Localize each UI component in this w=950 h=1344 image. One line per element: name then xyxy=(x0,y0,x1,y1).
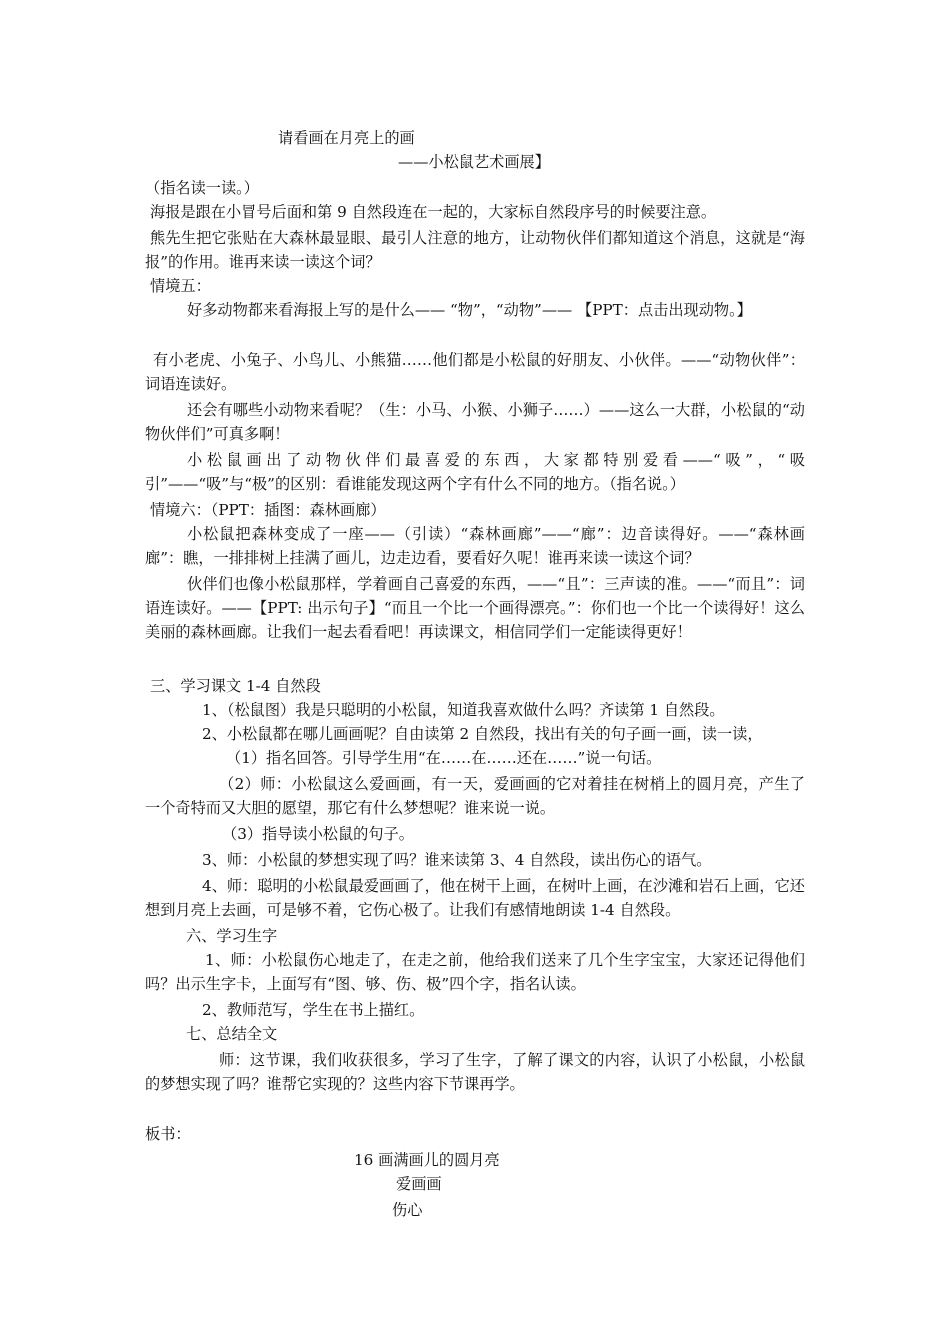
paragraph: 4、师：聪明的小松鼠最爱画画了，他在树干上画，在树叶上画，在沙滩和岩石上画，它还想到月亮上去画，可是够不着，它伤心极了。让我们有感情地朗读 1-4 自然段。 xyxy=(145,877,805,919)
paragraph: 3、师：小松鼠的梦想实现了吗？谁来读第 3、4 自然段，读出伤心的语气。 xyxy=(202,851,712,869)
board-line: 伤心 xyxy=(392,1201,423,1219)
paragraph: （3）指导读小松鼠的句子。 xyxy=(222,825,414,843)
section-heading: 情境六：（PPT：插图：森林画廊） xyxy=(150,501,386,519)
paragraph: 2、小松鼠都在哪儿画画呢？自由读第 2 自然段，找出有关的句子画一画，读一读， xyxy=(202,725,763,743)
paragraph: 还会有哪些小动物来看呢？（生：小马、小猴、小狮子……）——这么一大群，小松鼠的“动物伙伴们”可真多啊！ xyxy=(145,401,805,443)
section-heading: 情境五： xyxy=(150,277,211,295)
paragraph: 好多动物都来看海报上写的是什么—— “物”，“动物”—— 【PPT：点击出现动物。】 xyxy=(187,301,752,319)
section-heading: 七、总结全文 xyxy=(186,1025,278,1043)
paragraph: 熊先生把它张贴在大森林最显眼、最引人注意的地方，让动物伙伴们都知道这个消息，这就是“海报”的作用。谁再来读一读这个词？ xyxy=(145,229,805,271)
paragraph: 有小老虎、小兔子、小鸟儿、小熊猫……他们都是小松鼠的好朋友、小伙伴。——“动物伙伴”：词语连读好。 xyxy=(145,351,805,393)
section-heading: 三、学习课文 1-4 自然段 xyxy=(150,677,321,695)
paragraph: 1、师：小松鼠伤心地走了，在走之前，他给我们送来了几个生字宝宝，大家还记得他们吗？出示生字卡，上面写有“图、够、伤、极”四个字，指名认读。 xyxy=(145,951,805,993)
section-subtitle: ——小松鼠艺术画展】 xyxy=(398,153,550,171)
section-title: 请看画在月亮上的画 xyxy=(278,129,415,147)
paragraph: 师：这节课，我们收获很多，学习了生字，了解了课文的内容，认识了小松鼠，小松鼠的梦想实现了吗？谁帮它实现的？这些内容下节课再学。 xyxy=(145,1051,805,1093)
board-title: 16 画满画儿的圆月亮 xyxy=(354,1151,500,1169)
paragraph: （2）师：小松鼠这么爱画画，有一天，爱画画的它对着挂在树梢上的圆月亮，产生了一个奇特而又大胆的愿望，那它有什么梦想呢？谁来说一说。 xyxy=(145,775,805,817)
paragraph: 2、教师范写，学生在书上描红。 xyxy=(202,1001,425,1019)
paragraph: 小松鼠画出了动物伙伴们最喜爱的东西，大家都特别爱看——“吸”，“吸引”——“吸”与“极”的区别：看谁能发现这两个字有什么不同的地方。（指名说。） xyxy=(145,451,805,493)
paragraph: 伙伴们也像小松鼠那样，学着画自己喜爱的东西，——“且”：三声读的准。——“而且”：词语连读好。——【PPT: 出示句子】“而且一个比一个画得漂亮。”：你们也一个比一个读得好！这么美丽的森林画廊。让我们一起去看看吧！再读课文，相信同学们一定能读得更好！ xyxy=(145,575,805,641)
paragraph: 小松鼠把森林变成了一座——（引读）“森林画廊”——“廊”：边音读得好。——“森林画廊”：瞧，一排排树上挂满了画儿，边走边看，要看好久呢！谁再来读一读这个词？ xyxy=(145,525,805,567)
board-label: 板书： xyxy=(145,1125,191,1143)
paragraph: （指名读一读。） xyxy=(145,179,259,197)
board-line: 爱画画 xyxy=(396,1175,442,1193)
paragraph: 海报是跟在小冒号后面和第 9 自然段连在一起的，大家标自然段序号的时候要注意。 xyxy=(150,203,717,221)
section-heading: 六、学习生字 xyxy=(186,927,278,945)
paragraph: （1）指名回答。引导学生用“在……在……还在……”说一句话。 xyxy=(226,749,662,767)
paragraph: 1、（松鼠图）我是只聪明的小松鼠，知道我喜欢做什么吗？齐读第 1 自然段。 xyxy=(202,701,725,719)
